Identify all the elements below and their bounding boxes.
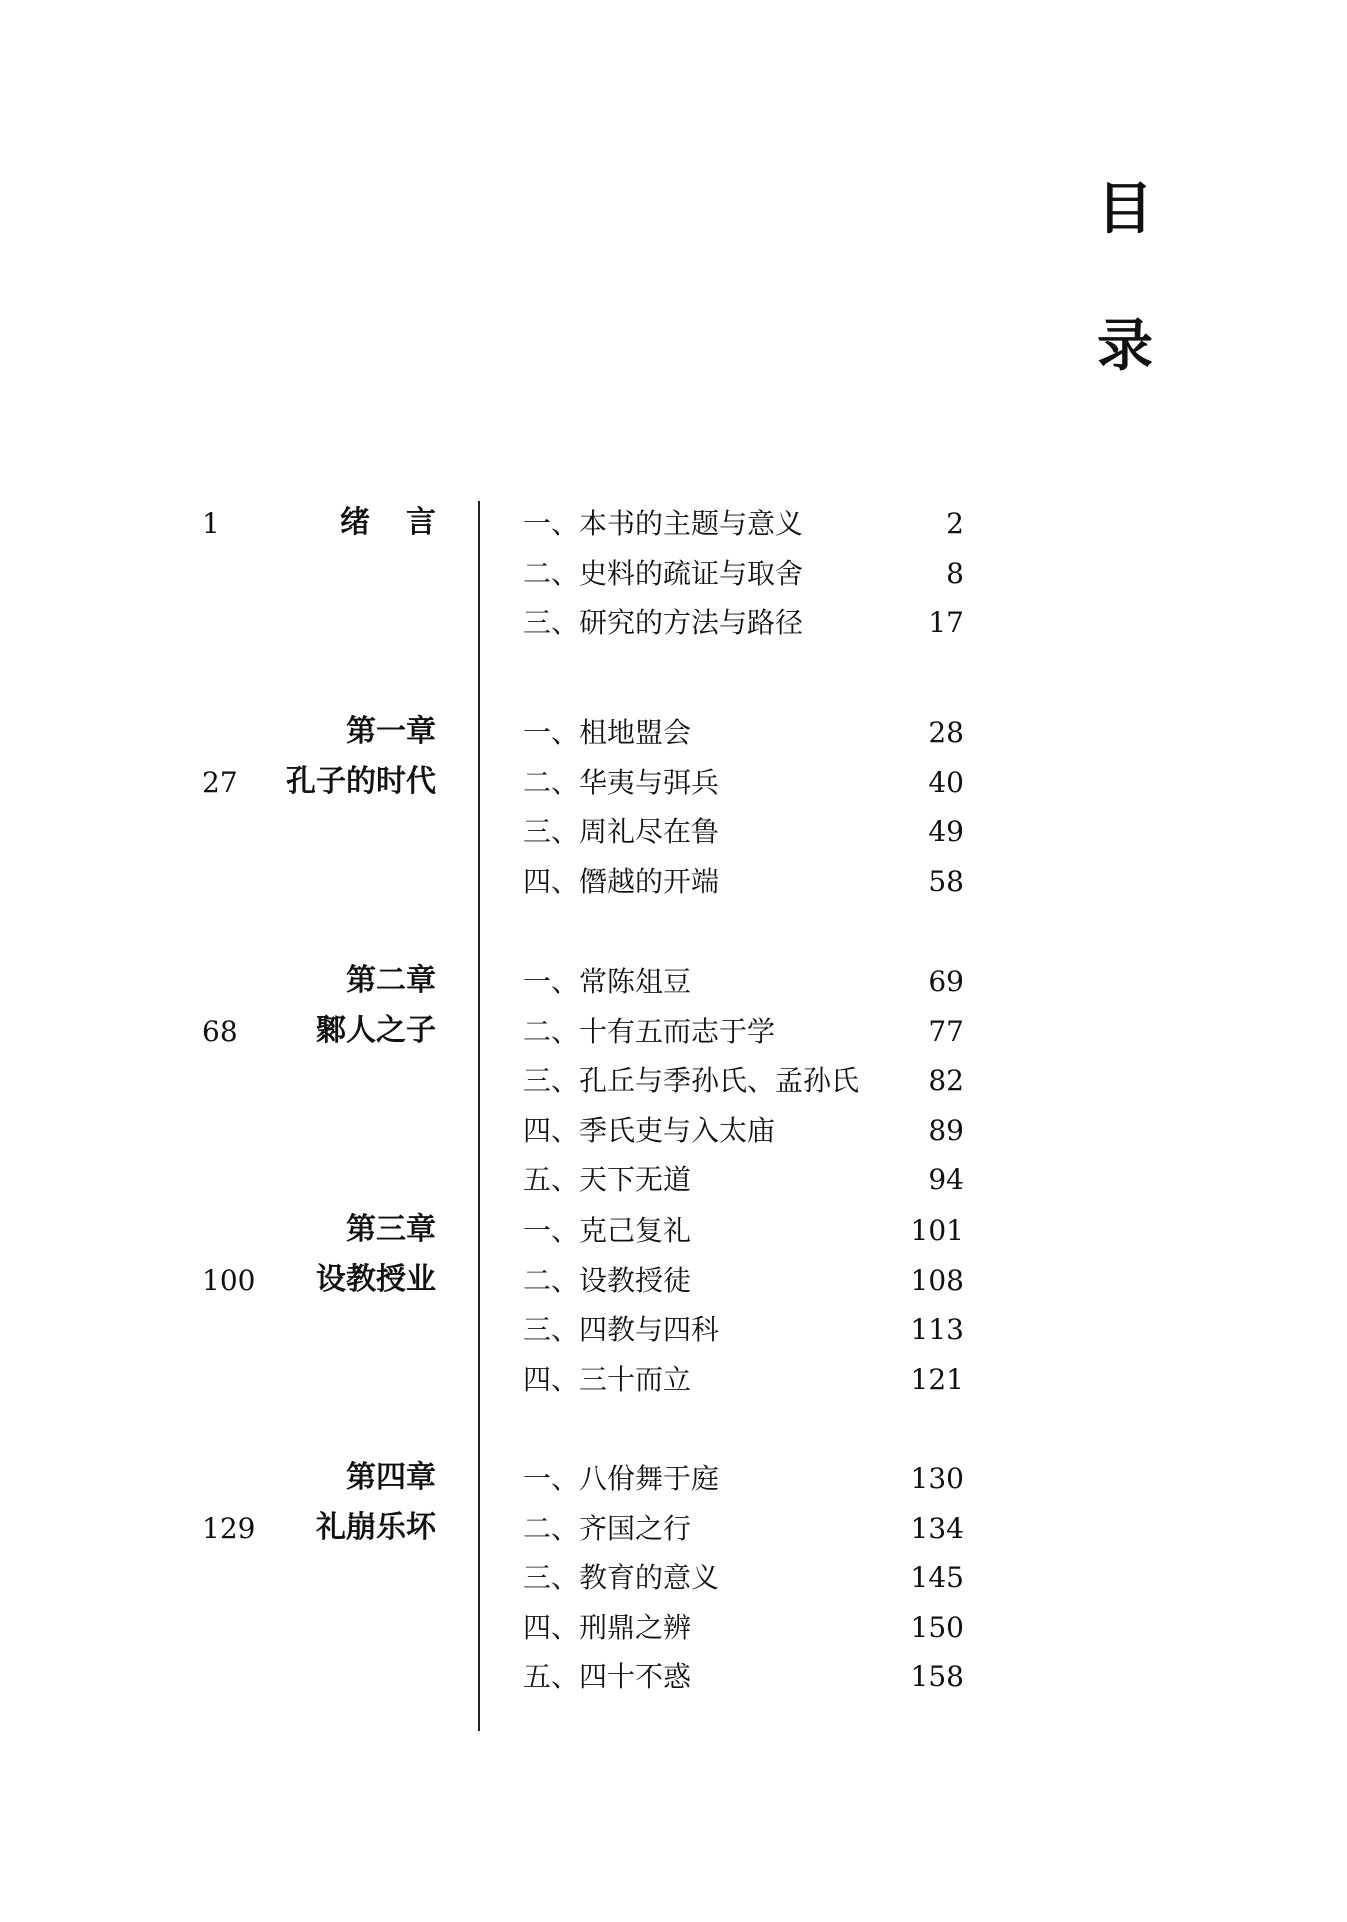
- toc-entry[interactable]: [523, 1313, 964, 1350]
- toc-entry[interactable]: [523, 556, 964, 594]
- entry-page-number: 8: [946, 556, 964, 590]
- entry-page-number: 2: [946, 507, 964, 540]
- entry-title: 四、刑鼎之辨: [523, 1610, 692, 1644]
- toc-entry[interactable]: [523, 1214, 964, 1251]
- column-divider: [478, 501, 480, 1731]
- toc-entry[interactable]: [523, 965, 964, 1002]
- entry-title: 一、八佾舞于庭: [523, 1462, 720, 1495]
- entry-title: 二、史料的疏证与取舍: [523, 556, 804, 590]
- entry-page-number: 17: [928, 606, 964, 640]
- entry-page-number: 101: [910, 1214, 964, 1247]
- entry-page-number: 58: [928, 864, 964, 898]
- entry-title: 二、华夷与弭兵: [523, 765, 720, 799]
- entry-title: 一、本书的主题与意义: [523, 507, 804, 540]
- toc-entry[interactable]: [523, 765, 964, 803]
- toc-entry[interactable]: [523, 1064, 964, 1101]
- entry-page-number: 69: [928, 965, 964, 998]
- entry-title: 一、克己复礼: [523, 1214, 692, 1247]
- entry-page-number: 113: [910, 1313, 964, 1347]
- toc-entry[interactable]: [523, 1462, 964, 1499]
- section-page-number[interactable]: 129: [202, 1512, 256, 1545]
- entry-title: 五、天下无道: [523, 1163, 692, 1197]
- toc-entry[interactable]: [523, 507, 964, 544]
- entry-page-number: 145: [910, 1561, 964, 1595]
- toc-entry[interactable]: [523, 815, 964, 852]
- title-char-1: 目: [1097, 176, 1153, 242]
- entry-title: 五、四十不惑: [523, 1660, 692, 1694]
- section-page-number[interactable]: 100: [202, 1264, 256, 1297]
- section-page-number[interactable]: 1: [202, 507, 220, 540]
- chapter-label[interactable]: 第三章: [346, 1212, 436, 1247]
- entry-title: 四、季氏吏与入太庙: [523, 1113, 776, 1147]
- chapter-name[interactable]: 孔子的时代: [286, 764, 436, 799]
- entry-page-number: 134: [910, 1511, 964, 1545]
- toc-entry[interactable]: [523, 1362, 964, 1400]
- entry-page-number: 82: [928, 1064, 964, 1098]
- entry-title: 四、三十而立: [523, 1362, 692, 1396]
- entry-title: 三、教育的意义: [523, 1561, 720, 1595]
- entry-page-number: 108: [910, 1263, 964, 1297]
- entry-page-number: 28: [928, 716, 964, 749]
- entry-title: 二、设教授徒: [523, 1263, 692, 1297]
- toc-entry[interactable]: [523, 1263, 964, 1301]
- entry-page-number: 130: [910, 1462, 964, 1495]
- toc-entry[interactable]: [523, 1113, 964, 1151]
- toc-entry[interactable]: [523, 864, 964, 902]
- toc-entry[interactable]: [523, 1014, 964, 1052]
- chapter-label[interactable]: 第一章: [346, 714, 436, 749]
- entry-page-number: 121: [910, 1362, 964, 1396]
- toc-entry[interactable]: [523, 716, 964, 753]
- entry-page-number: 150: [910, 1610, 964, 1644]
- toc-entry[interactable]: [523, 1163, 964, 1200]
- chapter-name[interactable]: 鄹人之子: [316, 1013, 436, 1048]
- chapter-label[interactable]: 第四章: [346, 1460, 436, 1495]
- entry-page-number: 94: [928, 1163, 964, 1197]
- entry-title: 三、孔丘与季孙氏、孟孙氏: [523, 1064, 860, 1098]
- title-char-2: 录: [1097, 313, 1153, 379]
- entry-page-number: 89: [928, 1113, 964, 1147]
- chapter-label[interactable]: 第二章: [346, 963, 436, 998]
- entry-page-number: 77: [928, 1014, 964, 1048]
- entry-title: 三、周礼尽在鲁: [523, 815, 720, 849]
- toc-entry[interactable]: [523, 1660, 964, 1697]
- entry-page-number: 40: [928, 765, 964, 799]
- entry-title: 三、研究的方法与路径: [523, 606, 804, 640]
- entry-title: 四、僭越的开端: [523, 864, 720, 898]
- section-page-number[interactable]: 27: [202, 766, 238, 799]
- entry-title: 一、柤地盟会: [523, 716, 692, 749]
- entry-title: 二、十有五而志于学: [523, 1014, 776, 1048]
- toc-entry[interactable]: [523, 1610, 964, 1648]
- chapter-name[interactable]: 礼崩乐坏: [316, 1510, 436, 1545]
- entry-page-number: 49: [928, 815, 964, 849]
- toc-entry[interactable]: [523, 606, 964, 643]
- chapter-name[interactable]: 设教授业: [316, 1262, 436, 1297]
- entry-title: 一、常陈俎豆: [523, 965, 692, 998]
- chapter-name[interactable]: 绪言: [340, 505, 472, 540]
- entry-title: 二、齐国之行: [523, 1511, 692, 1545]
- toc-entry[interactable]: [523, 1511, 964, 1549]
- entry-page-number: 158: [910, 1660, 964, 1694]
- entry-title: 三、四教与四科: [523, 1313, 720, 1347]
- section-page-number[interactable]: 68: [202, 1015, 238, 1048]
- toc-entry[interactable]: [523, 1561, 964, 1598]
